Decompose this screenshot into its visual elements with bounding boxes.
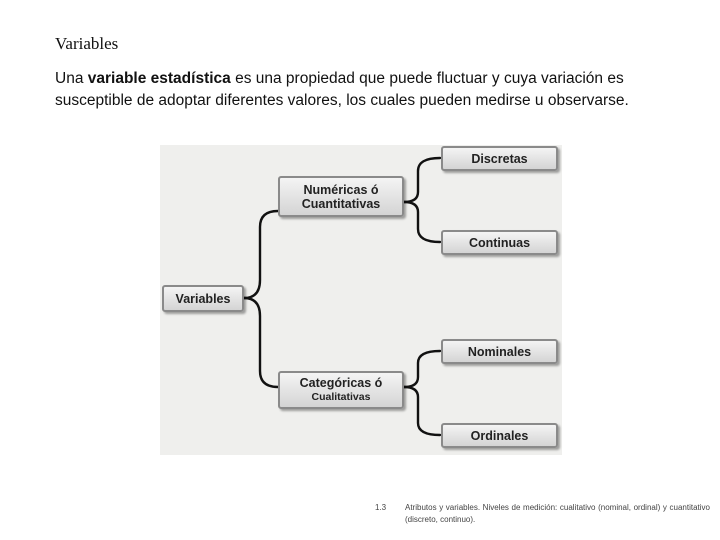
page-title: Variables (55, 34, 119, 53)
node-discretas-label: Discretas (471, 151, 528, 166)
paragraph-term: variable estadística (87, 70, 231, 87)
node-variables-label: Variables (175, 291, 231, 306)
node-categorical-line2: Cualitativas (311, 391, 371, 403)
connector-categorical-nominales (404, 351, 440, 387)
connector-root-numeric (244, 211, 278, 298)
node-discretas (441, 146, 558, 171)
node-numeric-line1: Numéricas ó (303, 182, 379, 197)
connector-root-categorical (244, 298, 278, 387)
node-ordinales (441, 423, 558, 448)
caption-number: 1.3 (375, 503, 387, 512)
node-categorical (278, 371, 404, 409)
node-continuas-label: Continuas (468, 235, 531, 250)
variables-diagram (160, 145, 562, 455)
definition-paragraph (55, 68, 695, 112)
node-numeric (278, 176, 404, 217)
node-ordinales-label: Ordinales (470, 428, 529, 443)
paragraph-rest: es una propiedad que puede fluctuar y cuya variación es susceptible de adoptar diferentes valores, los cuales pueden medirse u observarse. (55, 70, 629, 109)
node-categorical-line1: Categóricas ó (299, 376, 383, 390)
node-nominales-label: Nominales (467, 344, 532, 359)
connector-numeric-discretas (404, 158, 440, 202)
connector-categorical-ordinales (404, 387, 440, 435)
paragraph-intro: Una (55, 70, 88, 87)
connector-numeric-continuas (404, 202, 440, 242)
caption-text: Atributos y variables. Niveles de medición: cualitativo (nominal, ordinal) y cuantitativo (discreto, continuo). (405, 503, 710, 524)
node-nominales (441, 339, 558, 364)
node-numeric-line2: Cuantitativas (301, 196, 381, 211)
node-continuas (441, 230, 558, 255)
node-variables (162, 285, 244, 312)
